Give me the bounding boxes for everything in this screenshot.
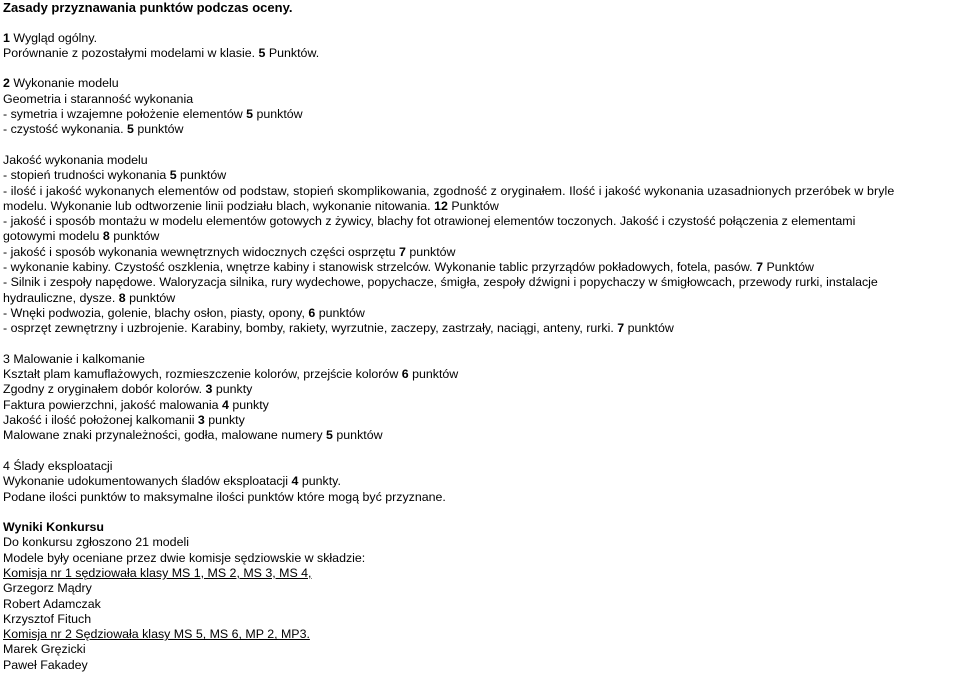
painting-line-3 [3, 398, 958, 413]
section-3-number: 3 [3, 351, 10, 366]
wear-line-1-word: punkty. [301, 474, 341, 489]
quality-line-4: - jakość i sposób montażu w modelu elementów gotowych z żywicy, blachy fot otrawionej elementów toczonych. Jakość i czystość połączenia z elementami [3, 214, 856, 229]
painting-line-5-points: 5 [326, 428, 333, 443]
painting-line-1-text: Kształt plam kamuflażowych, rozmieszczenie kolorów, przejście kolorów [3, 367, 399, 382]
painting-line-1-word: punktów [412, 367, 459, 382]
commission-2: Komisja nr 2 Sędziowała klasy MS 5, MS 6, MP 2, MP3. [3, 627, 310, 642]
painting-line-2-word: punkty [215, 382, 253, 397]
painting-line-5-word: punktów [336, 428, 383, 443]
wear-line-1-points: 4 [291, 474, 299, 489]
quality-line-11-points: 7 [617, 321, 625, 336]
section-1-points: 5 [258, 45, 266, 60]
painting-line-3-points: 4 [222, 397, 229, 412]
geometry-line-1-points: 5 [246, 107, 254, 122]
results-line-1: Do konkursu zgłoszono 21 modeli [3, 535, 189, 550]
quality-line-6-text: - jakość i sposób wykonania wewnętrznych widocznych części osprzętu [3, 244, 396, 259]
painting-line-3-text: Faktura powierzchni, jakość malowania [3, 397, 219, 412]
wear-line-1 [3, 474, 958, 489]
geometry-line-2-word: punktów [137, 122, 184, 137]
quality-line-7-text: - wykonanie kabiny. Czystość oszklenia, wnętrze kabiny i stanowisk strzelców. Wykonanie tablic przyrządów pokładowych, fotela, pasów. [3, 260, 753, 275]
commission-1-member: Robert Adamczak [3, 596, 101, 611]
quality-line-11-text: - osprzęt zewnętrzny i uzbrojenie. Karabiny, bomby, rakiety, wyrzutnie, zaczepy, zastrzały, naciągi, anteny, rurki. [3, 321, 614, 336]
quality-line-9-points: 8 [118, 290, 126, 305]
painting-line-4-word: punkty [208, 413, 245, 428]
section-4-heading [3, 459, 958, 474]
commission-2-member: Paweł Fakadey [3, 657, 88, 672]
results-heading: Wyniki Konkursu [3, 520, 104, 535]
results-line-2: Modele były oceniane przez dwie komisje sędziowskie w składzie: [3, 550, 366, 565]
geometry-line-1 [3, 107, 958, 122]
geometry-line-2-text: - czystość wykonania. [3, 122, 124, 137]
commission-1-member: Krzysztof Fituch [3, 611, 92, 626]
geometry-line-2-points: 5 [126, 122, 134, 137]
section-1-heading [3, 31, 958, 46]
section-4-heading-text: Ślady eksploatacji [13, 458, 113, 473]
quality-line-1 [3, 168, 958, 183]
section-1-points-word: Punktów. [268, 45, 320, 60]
section-1-heading-text: Wygląd ogólny. [13, 30, 98, 45]
commission-1-member: Grzegorz Mądry [3, 581, 92, 596]
quality-line-6 [3, 245, 958, 260]
quality-line-11-word: punktów [627, 321, 674, 336]
quality-line-3 [3, 199, 958, 214]
quality-line-1-points: 5 [169, 168, 177, 183]
document-page [3, 0, 958, 673]
painting-line-2-points: 3 [205, 382, 213, 397]
painting-line-3-word: punkty [232, 397, 269, 412]
painting-line-1-points: 6 [401, 367, 409, 382]
commission-2-member: Marek Gręzicki [3, 642, 86, 657]
quality-line-9-word: punktów [129, 290, 176, 305]
quality-line-10-text: - Wnęki podwozia, golenie, blachy osłon, piasty, opony, [3, 305, 305, 320]
section-2-heading [3, 76, 958, 91]
geometry-line-2 [3, 122, 958, 137]
wear-line-1-text: Wykonanie udokumentowanych śladów eksploatacji [3, 474, 289, 489]
quality-line-2: - ilość i jakość wykonanych elementów od podstaw, stopień skomplikowania, zgodność z oryginałem. Ilość i jakość wykonania uzasadnionych przeróbek w bryle [3, 183, 895, 198]
geometry-heading: Geometria i staranność wykonania [3, 91, 194, 106]
quality-line-11 [3, 321, 958, 336]
document-title: Zasady przyznawania punktów podczas oceny. [3, 0, 293, 15]
quality-heading: Jakość wykonania modelu [3, 152, 148, 167]
section-1-number: 1 [3, 30, 10, 45]
section-3-heading-text: Malowanie i kalkomanie [13, 351, 145, 366]
quality-line-10-points: 6 [308, 305, 316, 320]
quality-line-6-points: 7 [399, 244, 406, 259]
painting-line-5 [3, 428, 958, 443]
quality-line-7-points: 7 [756, 260, 763, 275]
painting-line-5-text: Malowane znaki przynależności, godła, malowane numery [3, 428, 323, 443]
quality-line-1-text: - stopień trudności wykonania [3, 168, 167, 183]
quality-line-10-word: punktów [318, 305, 365, 320]
quality-line-9 [3, 291, 958, 306]
quality-line-3-points: 12 [434, 198, 448, 213]
section-1-line-text: Porównanie z pozostałymi modelami w klasie. [3, 45, 256, 60]
quality-line-5-points: 8 [102, 229, 110, 244]
quality-line-8: - Silnik i zespoły napędowe. Waloryzacja silnika, rury wydechowe, popychacze, śmigła, zespoły dźwigni i popychaczy w śmigłowcach, przewody rurki, instalacje [3, 275, 878, 290]
painting-line-1 [3, 367, 958, 382]
quality-line-5-text: gotowymi modelu [3, 229, 100, 244]
painting-line-4-text: Jakość i ilość położonej kalkomanii [3, 413, 195, 428]
section-3-heading [3, 352, 958, 367]
painting-line-2 [3, 382, 958, 397]
quality-line-3-word: Punktów [451, 198, 499, 213]
quality-line-7-word: Punktów [766, 260, 814, 275]
wear-line-2: Podane ilości punktów to maksymalne ilości punktów które mogą być przyznane. [3, 489, 446, 504]
painting-line-2-text: Zgodny z oryginałem dobór kolorów. [3, 382, 203, 397]
quality-line-3-text: modelu. Wykonanie lub odtworzenie linii podziału blach, wykonanie nitowania. [3, 198, 431, 213]
quality-line-1-word: punktów [180, 168, 227, 183]
section-2-number: 2 [3, 76, 10, 91]
quality-line-9-text: hydrauliczne, dysze. [3, 290, 116, 305]
quality-line-5 [3, 229, 958, 244]
commission-1: Komisja nr 1 sędziowała klasy MS 1, MS 2, MS 3, MS 4, [3, 565, 312, 580]
painting-line-4-points: 3 [197, 413, 205, 428]
geometry-line-1-text: - symetria i wzajemne położenie elementów [3, 107, 243, 122]
geometry-line-1-word: punktów [256, 107, 303, 122]
quality-line-10 [3, 306, 958, 321]
quality-line-5-word: punktów [113, 229, 160, 244]
quality-line-6-word: punktów [409, 244, 456, 259]
quality-line-7 [3, 260, 958, 275]
painting-line-4 [3, 413, 958, 428]
section-1-line [3, 46, 958, 61]
section-4-number: 4 [3, 458, 10, 473]
section-2-heading-text: Wykonanie modelu [13, 76, 119, 91]
